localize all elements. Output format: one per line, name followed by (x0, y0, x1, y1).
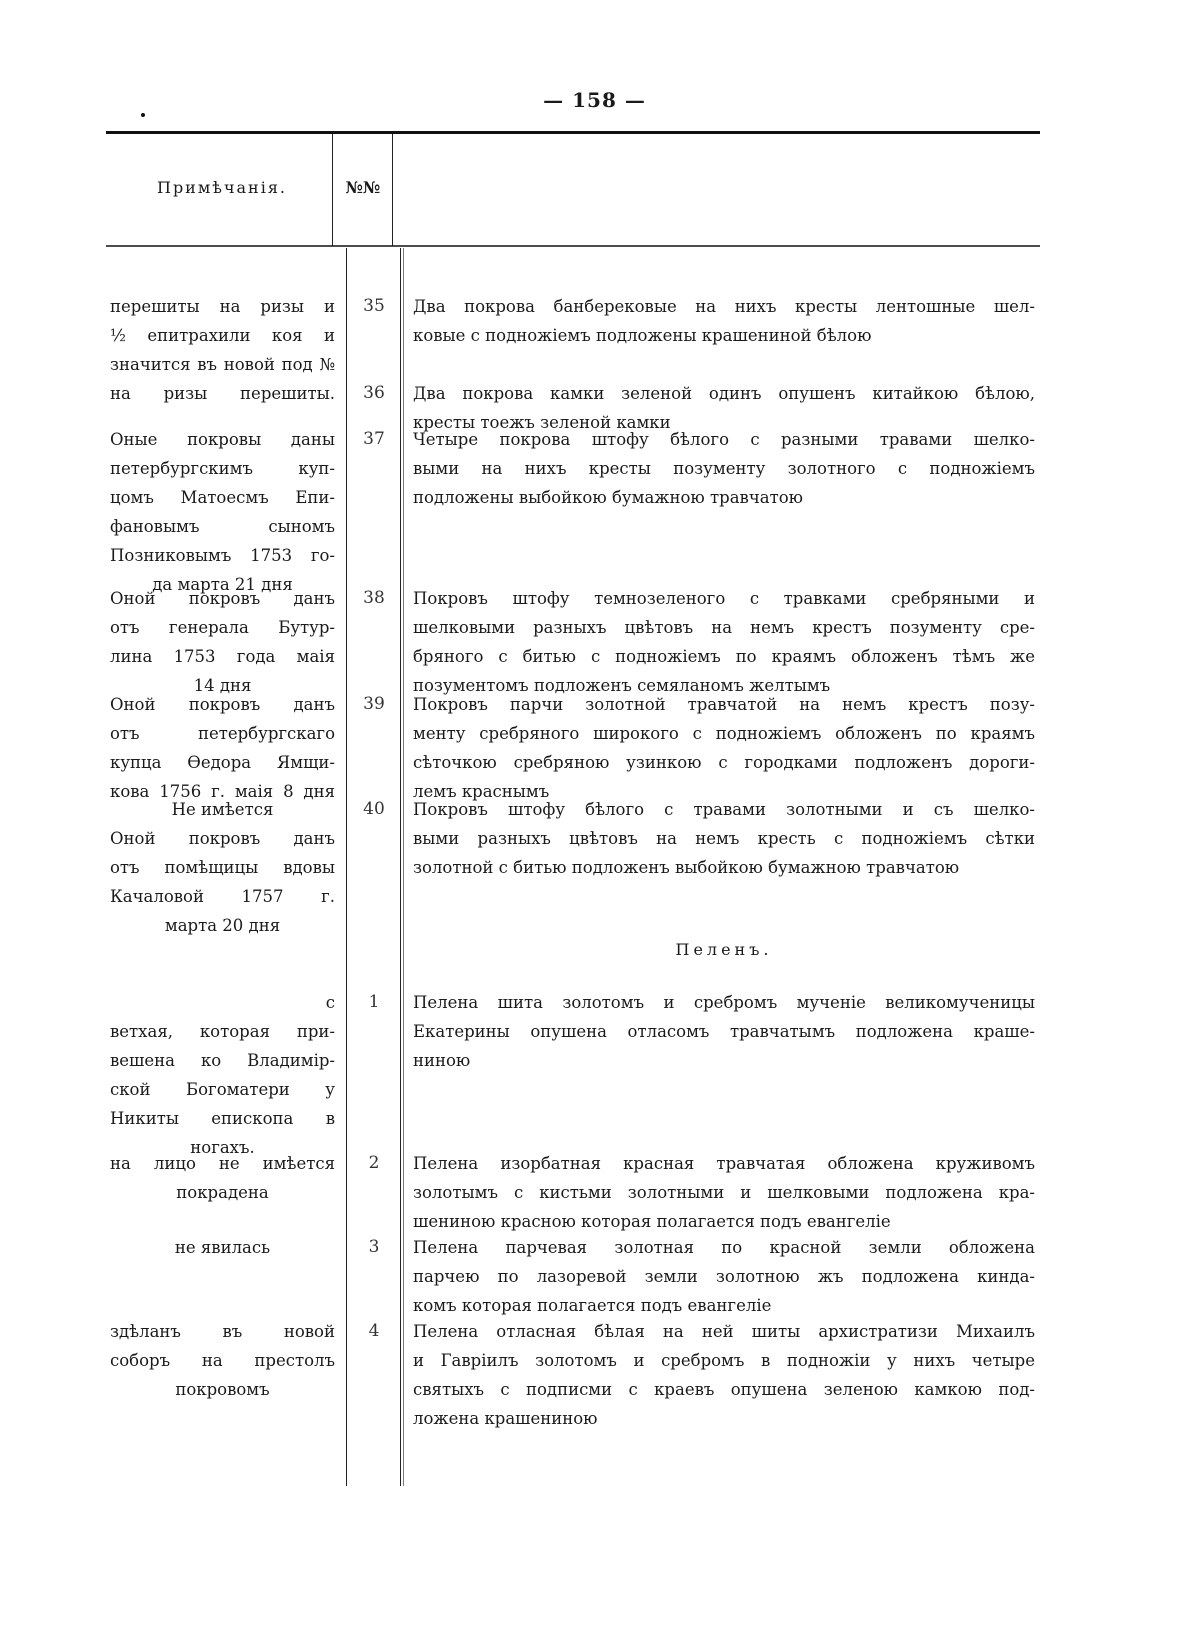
note-39 (110, 690, 335, 806)
desc-line: кресты тоежъ зеленой камки (413, 413, 671, 432)
desc-line: ковые с подножіемъ подложены крашениной бѣлою (413, 326, 872, 345)
entry-number: 2 (368, 1153, 380, 1173)
desc-line: шениною красною которая полагается подъ евангеліе (413, 1212, 891, 1231)
entry-number: 38 (363, 588, 385, 608)
entry-number: 39 (363, 694, 385, 714)
desc-line: Пелена парчевая золотная по красной земли обложена (413, 1238, 1035, 1257)
note-line: отъ помѣщицы вдовы (110, 858, 335, 877)
note-line: Никиты епископа в (110, 1109, 335, 1128)
desc-line: Два покрова камки зеленой одинъ опушенъ китайкою бѣлою, (413, 384, 1035, 403)
note-line: ½ епитрахили коя и (110, 326, 335, 345)
desc-line: Покровъ парчи золотной травчатой на немъ крестъ позу- (413, 695, 1035, 714)
note-line: Качаловой 1757 г. (110, 887, 335, 906)
note-line: петербургскимъ куп- (110, 459, 335, 478)
entry-description (413, 584, 1035, 700)
note-line: перешиты на ризы и (110, 297, 335, 316)
entry-number: 40 (363, 799, 385, 819)
entry-number: 1 (368, 992, 380, 1012)
note-line: 14 дня (193, 676, 252, 695)
header-column-divider-left (332, 134, 333, 246)
entry-description (413, 292, 1035, 350)
desc-line: Покровъ штофу темнозеленого с травками сребряными и (413, 589, 1035, 608)
desc-line: шелковыми разныхъ цвѣтовъ на немъ крестъ позументу сре- (413, 618, 1035, 637)
note-1 (110, 988, 335, 1162)
desc-line: бряного с битью с подножіемъ по краямъ обложенъ тѣмъ же (413, 647, 1035, 666)
note-line: на лицо не имѣется (110, 1154, 335, 1173)
note-line: Оной покровъ данъ (110, 829, 335, 848)
note-line: Позниковымъ 1753 го- (110, 546, 335, 565)
desc-line: Два покрова банберековые на нихъ кресты лентошные шел- (413, 297, 1035, 316)
desc-line: и Гавріилъ золотомъ и сребромъ в подножіи у нихъ четыре (413, 1351, 1035, 1370)
note-3 (110, 1233, 335, 1262)
entry-number: 35 (363, 296, 385, 316)
note-line: фановымъ сыномъ (110, 517, 335, 536)
entry-number: 36 (363, 383, 385, 403)
desc-line: Покровъ штофу бѣлого с травами золотными и съ шелко- (413, 800, 1035, 819)
entry-description (413, 1149, 1035, 1236)
note-line: ской Богоматери у (110, 1080, 335, 1099)
desc-line: Четыре покрова штофу бѣлого с разными травами шелко- (413, 430, 1035, 449)
entry-description (413, 1317, 1035, 1433)
note-line: Не имѣется (171, 800, 274, 819)
desc-line: выми разныхъ цвѣтовъ на немъ кресть с подножіемъ сѣтки (413, 829, 1035, 848)
desc-line: Пелена шита золотомъ и сребромъ мученіе великомученицы (413, 993, 1035, 1012)
desc-line: Пелена отласная бѣлая на ней шиты архистратизи Михаилъ (413, 1322, 1035, 1341)
top-rule (106, 131, 1040, 134)
desc-line: лемъ краснымъ (413, 782, 550, 801)
header-rule (106, 245, 1040, 247)
note-line: не явилась (174, 1238, 271, 1257)
section-heading: Пеленъ. (675, 940, 773, 959)
note-38 (110, 584, 335, 700)
desc-line: выми на нихъ кресты позументу золотного с подножіемъ (413, 459, 1035, 478)
column-divider-notes (346, 248, 347, 1486)
note-35 (110, 292, 335, 408)
desc-line: золотымъ с кистьми золотными и шелковыми подложена кра- (413, 1183, 1035, 1202)
note-40 (110, 795, 335, 940)
column-divider-number (400, 248, 401, 1486)
desc-line: сѣточкою сребряною узинкою с городками подложенъ дороги- (413, 753, 1035, 772)
entry-description (413, 425, 1035, 512)
entry-number: 37 (363, 429, 385, 449)
desc-line: позументомъ подложенъ семяланомъ желтымъ (413, 676, 831, 695)
entry-description (413, 795, 1035, 882)
desc-line: парчею по лазоревой земли золотною жъ подложена кинда- (413, 1267, 1035, 1286)
note-line: с (325, 993, 335, 1012)
ink-dot (141, 113, 145, 117)
note-4 (110, 1317, 335, 1404)
desc-line: менту сребряного широкого с подножіемъ обложенъ по краямъ (413, 724, 1035, 743)
note-line: цомъ Матоесмъ Епи- (110, 488, 335, 507)
note-line: марта 20 дня (164, 916, 281, 935)
desc-line: золотной с битью подложенъ выбойкою бумажною травчатою (413, 858, 960, 877)
entry-number: 4 (368, 1321, 380, 1341)
number-column-header: №№ (345, 178, 381, 197)
note-line: соборъ на престолъ (110, 1351, 335, 1370)
desc-line: ниною (413, 1051, 471, 1070)
note-line: купца Өедора Ямщи- (110, 753, 335, 772)
note-line: здѣланъ въ новой (110, 1322, 335, 1341)
desc-line: святыхъ с подписми с краевъ опушена зеленою камкою под- (413, 1380, 1035, 1399)
note-line: да марта 21 дня (152, 575, 293, 594)
note-line: отъ петербургскаго (110, 724, 335, 743)
note-line: Оной покровъ данъ (110, 695, 335, 714)
entry-description (413, 690, 1035, 806)
page-number: — 158 — (543, 88, 646, 112)
entry-description (413, 1233, 1035, 1320)
notes-column-header: Примѣчанія. (156, 178, 288, 197)
note-line: покрадена (176, 1183, 269, 1202)
column-divider-number-double (403, 248, 404, 1486)
note-37 (110, 425, 335, 599)
note-line: лина 1753 года маія (110, 647, 335, 666)
entry-number: 3 (368, 1237, 380, 1257)
desc-line: ложена крашениною (413, 1409, 598, 1428)
desc-line: комъ которая полагается подъ евангеліе (413, 1296, 772, 1315)
note-line: ветхая, которая при- (110, 1022, 335, 1041)
header-column-divider-right (392, 134, 393, 246)
note-line: Оные покровы даны (110, 430, 335, 449)
desc-line: подложены выбойкою бумажною травчатою (413, 488, 803, 507)
note-line: Оной покровъ данъ (110, 589, 335, 608)
desc-line: Екатерины опушена отласомъ травчатымъ подложена краше- (413, 1022, 1035, 1041)
entry-description (413, 988, 1035, 1075)
note-2 (110, 1149, 335, 1207)
note-line: на ризы перешиты. (110, 384, 335, 403)
desc-line: Пелена изорбатная красная травчатая обложена круживомъ (413, 1154, 1035, 1173)
note-line: кова 1756 г. маія 8 дня (110, 782, 335, 801)
note-line: покровомъ (175, 1380, 270, 1399)
note-line: отъ генерала Бутур- (110, 618, 335, 637)
note-line: ногахъ. (190, 1138, 255, 1157)
note-line: вешена ко Владимір- (110, 1051, 335, 1070)
note-line: значится въ новой под № (110, 355, 335, 374)
